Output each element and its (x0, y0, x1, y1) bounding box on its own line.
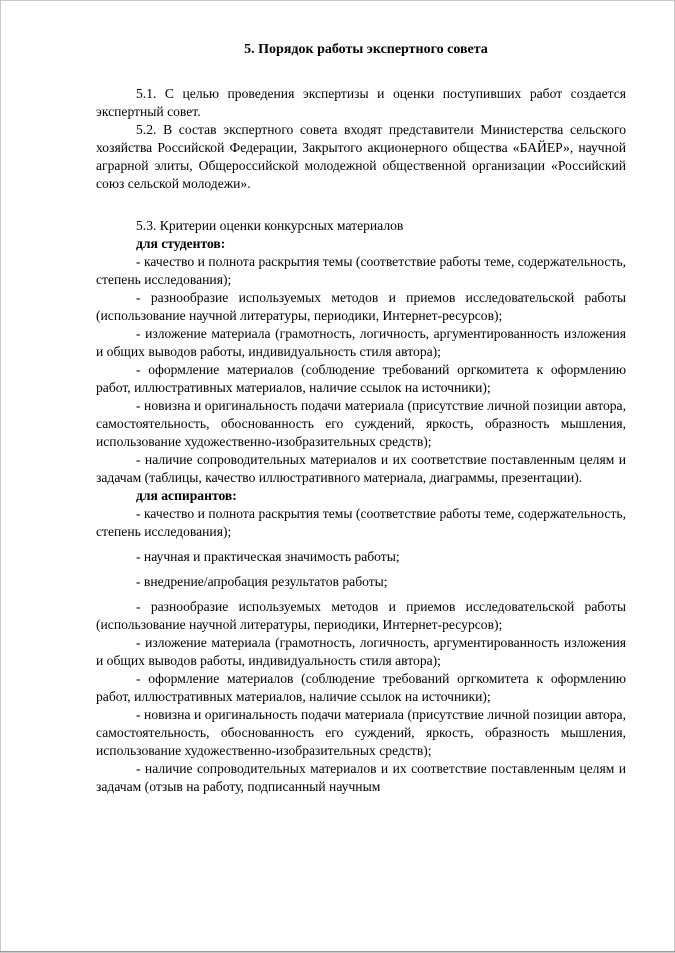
page-bottom-rule (0, 951, 675, 952)
paragraph-5-2: 5.2. В состав экспертного совета входят представители Министерства сельского хозяйства Российской Федерации, Закрытого акционерного общества «БАЙЕР», научной аграрной элиты, Общероссийской молодежной общественной организации «Российский союз сельской молодежи». (96, 122, 626, 191)
postgrads-criterion: - внедрение/апробация результатов работы; (136, 574, 388, 589)
postgrads-criterion: - оформление материалов (соблюдение требований оргкомитета к оформлению работ, иллюстративных материалов, наличие ссылок на источники); (96, 671, 626, 704)
students-criterion: - качество и полнота раскрытия темы (соответствие работы теме, содержательность, степень исследования); (96, 254, 626, 287)
postgrads-heading: для аспирантов: (136, 488, 237, 503)
postgrads-criterion: - научная и практическая значимость работы; (136, 549, 400, 564)
postgrads-criterion: - разнообразие используемых методов и приемов исследовательской работы (использование научной литературы, периодики, Интернет-ресурсов); (96, 599, 626, 632)
postgrads-criterion: - изложение материала (грамотность, логичность, аргументированность изложения и общих выводов работы, индивидуальность стиля автора); (96, 635, 626, 668)
postgrads-criterion: - качество и полнота раскрытия темы (соответствие работы теме, содержательность, степень исследования); (96, 506, 626, 539)
section-title: 5. Порядок работы экспертного совета (244, 42, 488, 57)
postgrads-criterion: - наличие сопроводительных материалов и их соответствие поставленным целям и задачам (отзыв на работу, подписанный научным (96, 761, 626, 794)
postgrads-criterion: - новизна и оригинальность подачи материала (присутствие личной позиции автора, самостоятельность, обоснованность его суждений, яркость, образность мышления, использование художественно-изобразительных средств); (96, 707, 626, 758)
students-criterion: - новизна и оригинальность подачи материала (присутствие личной позиции автора, самостоятельность, обоснованность его суждений, яркость, образность мышления, использование художественно-изобразительных средств); (96, 398, 626, 449)
paragraph-5-3: 5.3. Критерии оценки конкурсных материалов (136, 218, 404, 233)
students-criterion: - наличие сопроводительных материалов и их соответствие поставленным целям и задачам (таблицы, качество иллюстративного материала, диаграммы, презентации). (96, 452, 626, 485)
students-criterion: - оформление материалов (соблюдение требований оргкомитета к оформлению работ, иллюстративных материалов, наличие ссылок на источники); (96, 362, 626, 395)
students-criterion: - разнообразие используемых методов и приемов исследовательской работы (использование научной литературы, периодики, Интернет-ресурсов); (96, 290, 626, 323)
students-criterion: - изложение материала (грамотность, логичность, аргументированность изложения и общих выводов работы, индивидуальность стиля автора); (96, 326, 626, 359)
paragraph-5-1: 5.1. С целью проведения экспертизы и оценки поступивших работ создается экспертный совет. (96, 86, 626, 119)
document-body (96, 41, 626, 796)
students-heading: для студентов: (136, 236, 226, 251)
